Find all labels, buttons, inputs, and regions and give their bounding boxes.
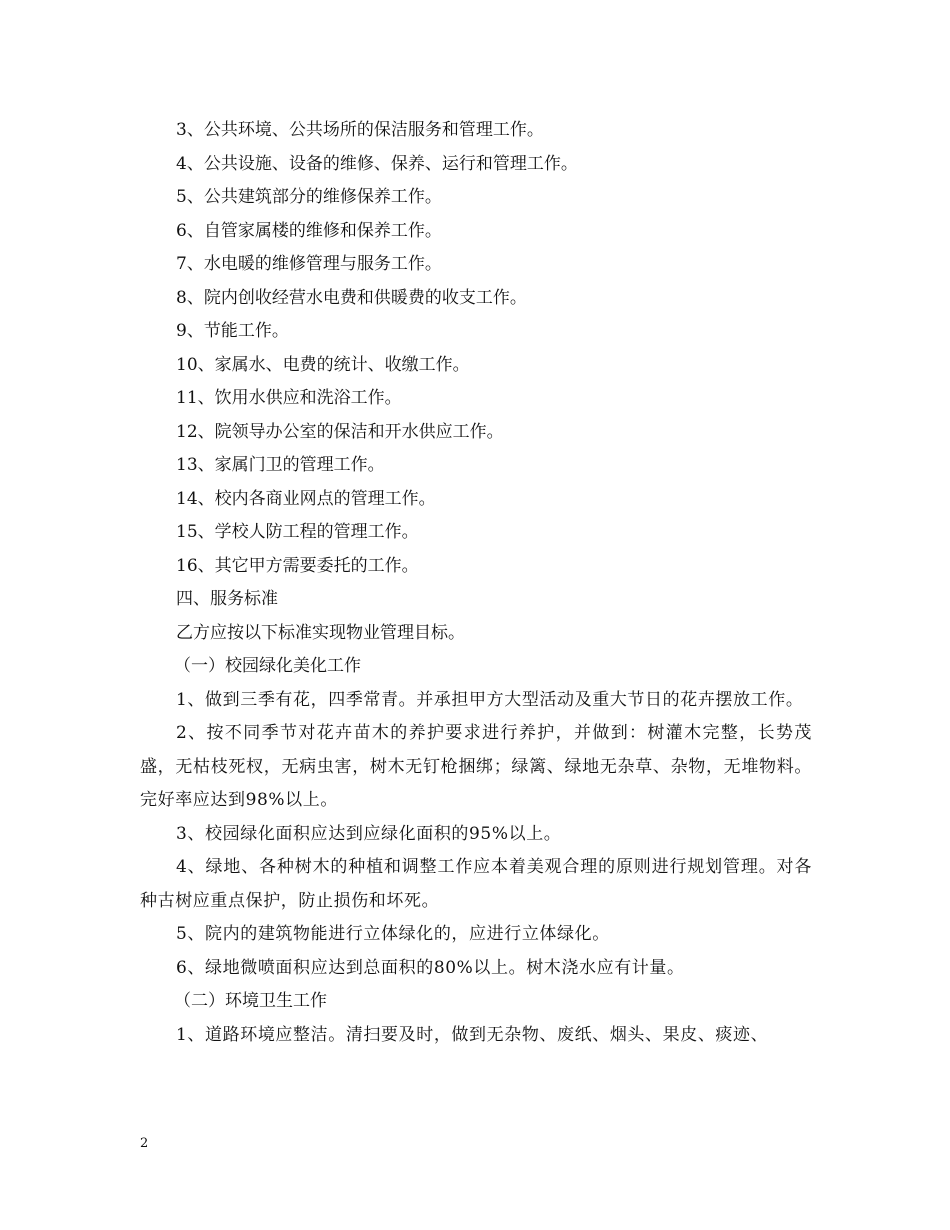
section-intro: 乙方应按以下标准实现物业管理目标。: [176, 622, 465, 643]
paragraph: 5、院内的建筑物能进行立体绿化的，应进行立体绿化。: [176, 924, 610, 944]
paragraph: 1、做到三季有花，四季常青。并承担甲方大型活动及重大节日的花卉摆放工作。: [176, 689, 804, 710]
list-item: 16、其它甲方需要委托的工作。: [176, 555, 419, 576]
paragraph: 1、道路环境应整洁。清扫要及时，做到无杂物、废纸、烟头、果皮、痰迹、: [176, 1024, 769, 1045]
list-item: 7、水电暖的维修管理与服务工作。: [176, 254, 442, 274]
list-item: 4、公共设施、设备的维修、保养、运行和管理工作。: [176, 153, 578, 174]
list-item: 8、院内创收经营水电费和供暖费的收支工作。: [176, 287, 527, 308]
section-heading: 四、服务标准: [176, 589, 278, 609]
list-item: 14、校内各商业网点的管理工作。: [176, 488, 436, 509]
paragraph: 6、绿地微喷面积应达到总面积的80%以上。树木浇水应有计量。: [176, 957, 685, 978]
list-item: 15、学校人防工程的管理工作。: [176, 522, 419, 542]
page-number: 2: [140, 1136, 149, 1151]
list-item: 11、饮用水供应和洗浴工作。: [176, 388, 402, 408]
paragraph: 2、按不同季节对花卉苗木的养护要求进行养护，并做到：树灌木完整，长势茂盛，无枯枝死杈，无病虫害，树木无钉枪捆绑；绿篱、绿地无杂草、杂物，无堆物料。完好率应达到98%以上。: [140, 723, 812, 810]
subsection-heading: （二）环境卫生工作: [174, 991, 327, 1011]
list-item: 10、家属水、电费的统计、收缴工作。: [176, 354, 470, 375]
list-item: 3、公共环境、公共场所的保洁服务和管理工作。: [176, 120, 544, 140]
subsection-heading: （一）校园绿化美化工作: [174, 656, 361, 676]
list-item: 12、院领导办公室的保洁和开水供应工作。: [176, 421, 504, 442]
list-item: 6、自管家属楼的维修和保养工作。: [176, 220, 442, 241]
list-item: 13、家属门卫的管理工作。: [176, 455, 385, 475]
list-item: 9、节能工作。: [176, 321, 289, 341]
paragraph: 4、绿地、各种树木的种植和调整工作应本着美观合理的原则进行规划管理。对各种古树应重点保护，防止损伤和坏死。: [140, 857, 812, 911]
paragraph: 3、校园绿化面积应达到应绿化面积的95%以上。: [176, 823, 562, 844]
list-item: 5、公共建筑部分的维修保养工作。: [176, 187, 442, 207]
document-body: [140, 114, 812, 1052]
